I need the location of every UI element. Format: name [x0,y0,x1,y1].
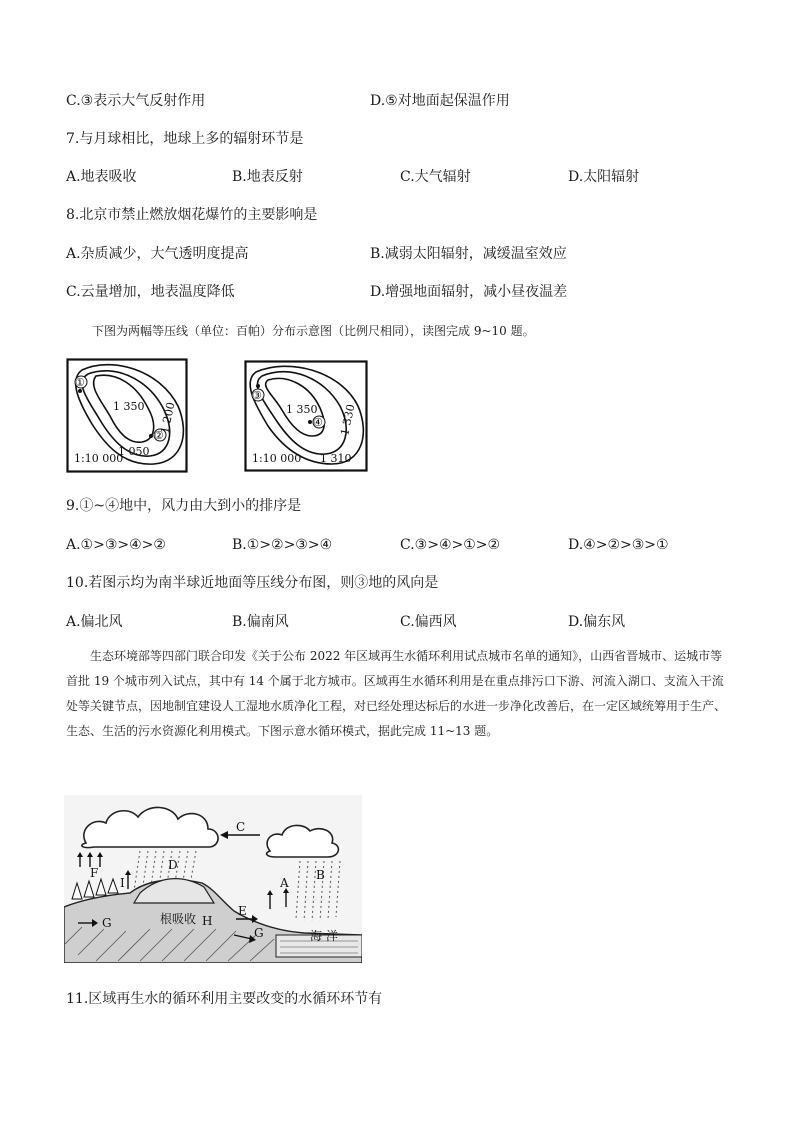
q7-option-d: D.太阳辐射 [568,169,640,185]
passage-text: 生态环境部等四部门联合印发《关于公布 2022 年区域再生水循环利用试点城市名单的通知》，山西省晋城市、运城市等首批 19 个城市列入试点，其中有 14 个属于北方城市。区域再生水循环利用是在重点排污口下游、河流入湖口、支流入干流处等关键节点，因地制宜建设人工湿地水质净化工程，对已经处理达标后的水进一步净化改善后，在一定区域统筹用于生产、生态、生活的污水资源化利用模式。下图示意水循环模式，据此完成 11~13 题。 [66,649,727,738]
q10-stem: 10.若图示均为南半球近地面等压线分布图，则③地的风向是 [66,575,439,591]
water-cycle-figure [64,795,362,967]
q9-stem: 9.①~④地中，风力由大到小的排序是 [66,498,302,514]
water-cycle-label-G2: G [254,926,264,940]
q8-option-d: D.增强地面辐射，减小昼夜温差 [370,284,568,300]
q9-option-b: B.①>②>③>④ [232,537,333,553]
water-cycle-label-F: F [90,866,99,880]
q8-option-a: A.杂质减少，大气透明度提高 [66,246,249,262]
water-cycle-label-D: D [168,858,178,872]
isobar-left-label-1050: 1 050 [118,445,150,458]
isobar-left-label-1350: 1 350 [113,400,145,413]
water-cycle-label-B: B [316,868,325,882]
q6-option-c: C.③表示大气反射作用 [66,93,206,109]
q10-option-d: D.偏东风 [568,614,626,630]
intro-9-10: 下图为两幅等压线（单位：百帕）分布示意图（比例尺相同），读图完成 9~10 题。 [92,324,535,338]
water-cycle-root-label: 根吸收 [160,912,197,926]
q8-option-c: C.云量增加，地表温度降低 [66,284,235,300]
water-cycle-label-G1: G [102,916,112,930]
isobar-figure-right [244,360,368,476]
isobar-right-point-4: ④ [313,416,323,429]
q7-stem: 7.与月球相比，地球上多的辐射环节是 [66,131,304,147]
q7-option-c: C.大气辐射 [400,169,471,185]
isobar-left-point-1: ① [75,376,85,389]
q10-option-c: C.偏西风 [400,614,457,630]
isobar-figure-left [66,358,188,477]
isobar-left-point-2: ② [154,429,164,442]
isobar-left-label-1200: 1 200 [158,401,178,435]
q7-option-b: B.地表反射 [232,169,303,185]
q10-option-a: A.偏北风 [66,614,123,630]
q11-stem: 11.区域再生水的循环利用主要改变的水循环环节有 [66,991,383,1007]
water-cycle-ocean-label: 海 洋 [310,929,338,943]
water-cycle-label-H: H [202,914,213,928]
water-cycle-label-C: C [236,820,246,834]
isobar-right-label-1310: 1 310 [320,452,352,465]
q9-option-d: D.④>②>③>① [568,537,669,553]
q9-option-a: A.①>③>④>② [66,537,166,553]
isobar-right-label-1350: 1 350 [286,403,318,416]
q6-option-d: D.⑤对地面起保温作用 [370,93,510,109]
water-cycle-label-I: I [120,876,125,890]
q10-option-b: B.偏南风 [232,614,289,630]
isobar-left-scale: 1:10 000 [74,452,124,465]
q8-option-b: B.减弱太阳辐射，减缓温室效应 [370,246,567,262]
isobar-right-label-1330: 1 330 [338,403,358,437]
passage-11-13 [66,644,730,744]
water-cycle-label-A: A [280,876,289,890]
q8-stem: 8.北京市禁止燃放烟花爆竹的主要影响是 [66,207,318,223]
q9-option-c: C.③>④>①>② [400,537,501,553]
isobar-right-scale: 1:10 000 [252,452,302,465]
isobar-right-point-3: ③ [252,389,262,402]
q7-option-a: A.地表吸收 [66,169,137,185]
water-cycle-label-E: E [238,904,247,918]
